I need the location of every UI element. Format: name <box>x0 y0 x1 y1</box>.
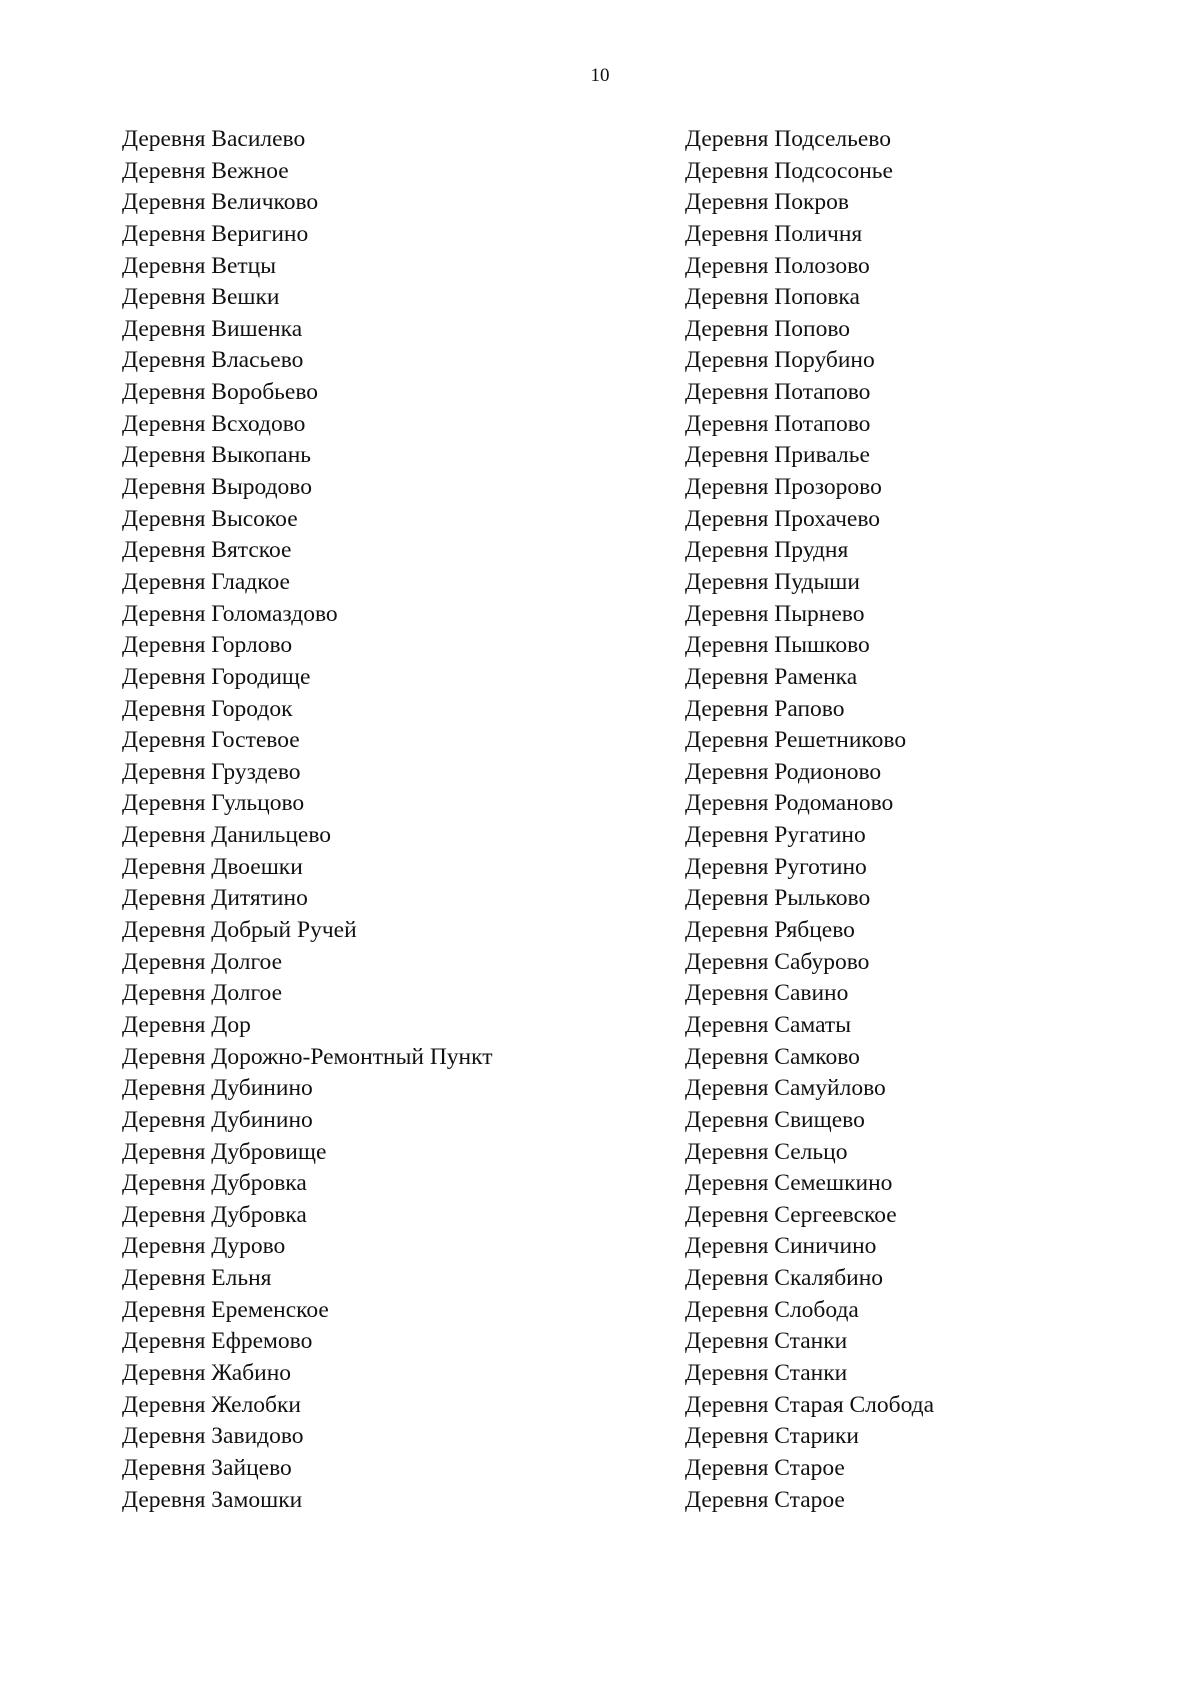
page-number: 10 <box>590 65 610 86</box>
list-item: Деревня Ельня <box>122 1265 272 1292</box>
list-item: Деревня Порубино <box>685 347 875 374</box>
list-item: Деревня Груздево <box>122 758 301 785</box>
list-item: Деревня Вятское <box>122 537 292 564</box>
list-item: Деревня Дор <box>122 1011 251 1038</box>
list-item: Деревня Долгое <box>122 980 283 1007</box>
list-item: Деревня Городище <box>122 663 311 690</box>
list-item: Деревня Прозорово <box>685 474 882 501</box>
list-item: Деревня Родоманово <box>685 790 894 817</box>
left-column-village-list <box>122 124 493 1516</box>
list-item: Деревня Данильцево <box>122 822 332 849</box>
list-item: Деревня Пудыши <box>685 568 860 595</box>
list-item: Деревня Горлово <box>122 632 293 659</box>
list-item: Деревня Дурово <box>122 1233 286 1260</box>
list-item: Деревня Покров <box>685 189 850 216</box>
list-item: Деревня Саматы <box>685 1011 851 1038</box>
list-item: Деревня Савино <box>685 980 849 1007</box>
list-item: Деревня Высокое <box>122 505 298 532</box>
list-item: Деревня Величково <box>122 189 319 216</box>
right-column-village-list <box>685 124 934 1516</box>
list-item: Деревня Старое <box>685 1454 845 1481</box>
list-item: Деревня Вишенка <box>122 315 303 342</box>
list-item: Деревня Гульцово <box>122 790 305 817</box>
list-item: Деревня Рыльково <box>685 885 871 912</box>
list-item: Деревня Старое <box>685 1486 845 1513</box>
list-item: Деревня Выродово <box>122 474 312 501</box>
list-item: Деревня Семешкино <box>685 1170 893 1197</box>
list-item: Деревня Рапово <box>685 695 845 722</box>
list-item: Деревня Слобода <box>685 1296 859 1323</box>
list-item: Деревня Воробьево <box>122 379 318 406</box>
list-item: Деревня Поповка <box>685 284 860 311</box>
list-item: Деревня Станки <box>685 1359 848 1386</box>
list-item: Деревня Гладкое <box>122 568 290 595</box>
list-item: Деревня Городок <box>122 695 293 722</box>
list-item: Деревня Сельцо <box>685 1138 848 1165</box>
list-item: Деревня Ветцы <box>122 252 277 279</box>
list-item: Деревня Синичино <box>685 1233 877 1260</box>
list-item: Деревня Родионово <box>685 758 882 785</box>
list-item: Деревня Дитятино <box>122 885 308 912</box>
list-item: Деревня Выкопань <box>122 442 312 469</box>
list-item: Деревня Дубровище <box>122 1138 327 1165</box>
list-item: Деревня Сергеевское <box>685 1201 897 1228</box>
list-item: Деревня Подсосонье <box>685 157 893 184</box>
list-item: Деревня Самуйлово <box>685 1075 886 1102</box>
list-item: Деревня Подсельево <box>685 126 891 152</box>
list-item: Деревня Ефремово <box>122 1328 313 1355</box>
list-item: Деревня Поличня <box>685 220 863 247</box>
list-item: Деревня Рябцево <box>685 917 855 944</box>
list-item: Деревня Пырнево <box>685 600 865 627</box>
list-item: Деревня Дорожно-Ремонтный Пункт <box>122 1043 493 1070</box>
list-item: Деревня Веригино <box>122 220 309 247</box>
list-item: Деревня Желобки <box>122 1391 302 1418</box>
list-item: Деревня Всходово <box>122 410 306 437</box>
list-item: Деревня Самково <box>685 1043 860 1070</box>
list-item: Деревня Василево <box>122 126 306 152</box>
list-item: Деревня Дубинино <box>122 1106 313 1133</box>
list-item: Деревня Сабурово <box>685 948 870 975</box>
list-item: Деревня Полозово <box>685 252 870 279</box>
list-item: Деревня Скалябино <box>685 1265 884 1292</box>
list-item: Деревня Жабино <box>122 1359 292 1386</box>
list-item: Деревня Руготино <box>685 853 867 880</box>
list-item: Деревня Вежное <box>122 157 289 184</box>
list-item: Деревня Станки <box>685 1328 848 1355</box>
list-item: Деревня Власьево <box>122 347 304 374</box>
list-item: Деревня Добрый Ручей <box>122 917 357 944</box>
list-item: Деревня Раменка <box>685 663 858 690</box>
list-item: Деревня Дубинино <box>122 1075 313 1102</box>
list-item: Деревня Решетниково <box>685 727 907 754</box>
list-item: Деревня Дубровка <box>122 1170 307 1197</box>
list-item: Деревня Потапово <box>685 379 871 406</box>
list-item: Деревня Пышково <box>685 632 870 659</box>
list-item: Деревня Гостевое <box>122 727 300 754</box>
list-item: Деревня Прудня <box>685 537 849 564</box>
list-item: Деревня Привалье <box>685 442 870 469</box>
list-item: Деревня Старая Слобода <box>685 1391 935 1418</box>
list-item: Деревня Свищево <box>685 1106 865 1133</box>
list-item: Деревня Голомаздово <box>122 600 338 627</box>
list-item: Деревня Завидово <box>122 1423 304 1450</box>
list-item: Деревня Ругатино <box>685 822 866 849</box>
list-item: Деревня Двоешки <box>122 853 303 880</box>
list-item: Деревня Замошки <box>122 1486 303 1513</box>
list-item: Деревня Еременское <box>122 1296 329 1323</box>
list-item: Деревня Долгое <box>122 948 283 975</box>
list-item: Деревня Старики <box>685 1423 859 1450</box>
list-item: Деревня Вешки <box>122 284 280 311</box>
list-item: Деревня Попово <box>685 315 851 342</box>
list-item: Деревня Потапово <box>685 410 871 437</box>
list-item: Деревня Прохачево <box>685 505 881 532</box>
list-item: Деревня Зайцево <box>122 1454 292 1481</box>
list-item: Деревня Дубровка <box>122 1201 307 1228</box>
